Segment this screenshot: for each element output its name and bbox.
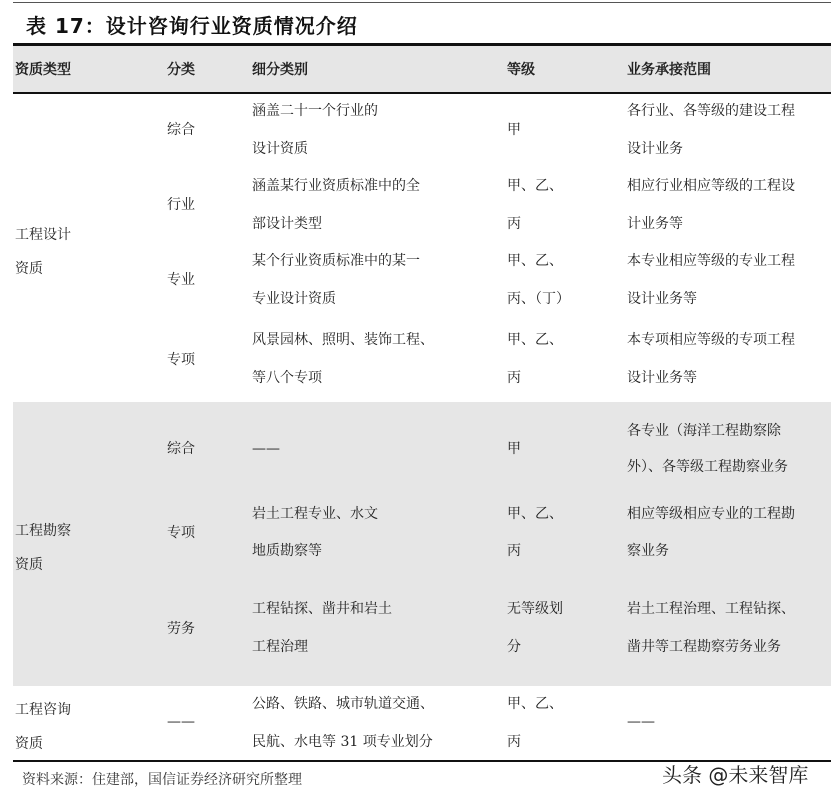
category-cell: 综合 (167, 441, 195, 457)
level-line1: 无等级划 (507, 601, 563, 617)
subcategory-cell: —— (252, 441, 280, 457)
category-cell: 专项 (167, 352, 195, 368)
category-cell: 行业 (167, 197, 195, 213)
header-subcategory: 细分类别 (252, 62, 308, 78)
level-line2: 丙、（丁） (507, 291, 570, 307)
subcategory-line2: 地质勘察等 (252, 543, 322, 559)
subcategory-line2: 民航、水电等 31 项专业划分 (252, 734, 433, 750)
group-type-line2: 资质 (15, 736, 43, 752)
scope-line1: 本专业相应等级的专业工程 (627, 253, 795, 269)
level-line2: 分 (507, 639, 521, 655)
subcategory-line2: 专业设计资质 (252, 291, 336, 307)
scope-cell: —— (627, 714, 655, 730)
level-cell: 甲 (507, 441, 521, 457)
subcategory-line1: 涵盖某行业资质标准中的全 (252, 178, 420, 194)
header-business-scope: 业务承接范围 (627, 62, 711, 78)
category-cell: 综合 (167, 122, 195, 138)
scope-line2: 察业务 (627, 543, 669, 559)
subcategory-line1: 某个行业资质标准中的某一 (252, 253, 420, 269)
subcategory-line1: 岩土工程专业、水文 (252, 506, 378, 522)
group-type-line1: 工程勘察 (15, 523, 71, 539)
scope-line2: 设计业务等 (627, 291, 697, 307)
header-qualification-type: 资质类型 (15, 62, 71, 78)
table-title: 表 17：设计咨询行业资质情况介绍 (26, 14, 358, 38)
group-type-line2: 资质 (15, 557, 43, 573)
header-level: 等级 (507, 62, 535, 78)
level-line2: 丙 (507, 370, 521, 386)
scope-line1: 各专业（海洋工程勘察除 (627, 423, 781, 439)
group-type-line2: 资质 (15, 261, 43, 277)
group-type-line1: 工程咨询 (15, 702, 71, 718)
scope-line2: 外）、各等级工程勘察业务 (627, 459, 788, 475)
scope-line1: 岩土工程治理、工程钻探、 (627, 601, 795, 617)
level-line2: 丙 (507, 543, 521, 559)
subcategory-line2: 工程治理 (252, 639, 308, 655)
group-type-line1: 工程设计 (15, 227, 71, 243)
category-cell: —— (167, 714, 195, 730)
scope-line1: 相应行业相应等级的工程设 (627, 178, 795, 194)
category-cell: 劳务 (167, 621, 195, 637)
subcategory-line2: 等八个专项 (252, 370, 322, 386)
subcategory-line1: 工程钻探、凿井和岩土 (252, 601, 392, 617)
category-cell: 专项 (167, 525, 195, 541)
level-line1: 甲、乙、 (507, 696, 563, 712)
category-cell: 专业 (167, 272, 195, 288)
top-border-line (13, 2, 831, 3)
subcategory-line1: 涵盖二十一个行业的 (252, 103, 378, 119)
scope-line1: 相应等级相应专业的工程勘 (627, 506, 795, 522)
scope-line2: 设计业务 (627, 141, 683, 157)
level-line2: 丙 (507, 216, 521, 232)
scope-line2: 计业务等 (627, 216, 683, 232)
scope-line2: 设计业务等 (627, 370, 697, 386)
subcategory-line2: 部设计类型 (252, 216, 322, 232)
level-line2: 丙 (507, 734, 521, 750)
level-line1: 甲、乙、 (507, 253, 563, 269)
source-note: 资料来源：住建部，国信证券经济研究所整理 (22, 772, 302, 788)
level-line1: 甲、乙、 (507, 506, 563, 522)
scope-line1: 各行业、各等级的建设工程 (627, 103, 795, 119)
scope-line2: 凿井等工程勘察劳务业务 (627, 639, 781, 655)
level-line1: 甲、乙、 (507, 178, 563, 194)
subcategory-line1: 风景园林、照明、装饰工程、 (252, 332, 434, 348)
header-category: 分类 (167, 62, 195, 78)
subcategory-line1: 公路、铁路、城市轨道交通、 (252, 696, 434, 712)
watermark: 头条 @未来智库 (662, 763, 809, 787)
scope-line1: 本专项相应等级的专项工程 (627, 332, 795, 348)
level-line1: 甲、乙、 (507, 332, 563, 348)
level-cell: 甲 (507, 122, 521, 138)
subcategory-line2: 设计资质 (252, 141, 308, 157)
